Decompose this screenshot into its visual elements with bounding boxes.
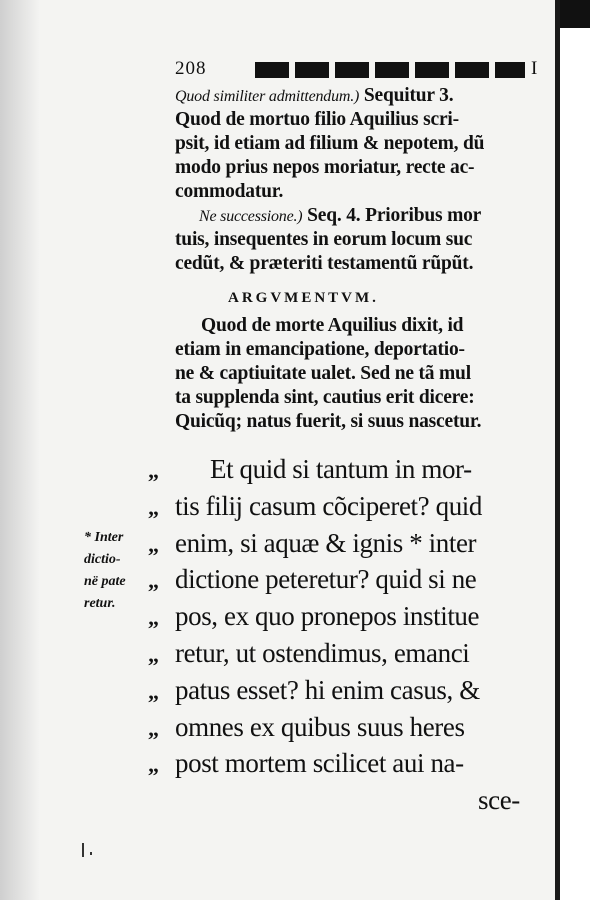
quote-mark: „ [148,531,157,557]
margin-note-line: retur. [84,596,116,611]
catchword: sce- [478,785,520,816]
passage-line: psit, id etiam ad filium & nepotem, dũ [175,133,485,154]
passage-line: modo prius nepos moriatur, recte ac- [175,157,475,178]
quotation-line: tis filij casum cõciperet? quid [175,490,482,521]
quotation-row [148,562,548,599]
next-page-strip [560,0,590,900]
quotation-line: omnes ex quibus suus heres [175,711,465,742]
running-title-tail: I [531,58,539,79]
quotation-row [148,526,548,563]
quote-mark: „ [148,605,157,631]
passage-line: Quod similiter admittendum.) Sequitur 3. [175,85,454,106]
argument-heading: ARGVMENTVM. [228,290,379,306]
margin-note-line: dictio- [84,552,121,567]
ink-speck [82,843,84,857]
passage-line: commodatur. [175,181,284,202]
quotation-line: retur, ut ostendimus, emanci [175,637,470,668]
quotation-row [148,489,548,526]
quotation-line: pos, ex quo pronepos institue [175,601,480,632]
quote-mark: „ [148,678,157,704]
binding-shadow [560,0,590,28]
quote-mark: „ [148,494,157,520]
quote-mark: „ [148,715,157,741]
lemma: Quod similiter admittendum.) [175,88,360,105]
running-title [255,58,525,78]
quotation-row [148,636,548,673]
passage-line: tuis, insequentes in eorum locum suc [175,229,473,250]
quotation-row [148,452,548,489]
quote-mark: „ [148,752,157,778]
passage-line: Ne successione.) Seq. 4. Prioribus mor [175,204,545,228]
gutter-shadow [0,0,40,900]
lemma: Ne successione.) [199,208,303,225]
argument-text [175,314,545,434]
quote-mark: „ [148,458,157,483]
quotation-line: post mortem scilicet aui na- [175,748,464,779]
passage-line: Quod de mortuo filio Aquilius scri- [175,109,459,130]
catchword-row [148,783,548,820]
quotation-row [148,710,548,747]
quotation-row [148,599,548,636]
quote-mark: „ [148,568,157,594]
quotation-block [148,452,548,820]
quotation-line: Et quid si tantum in mor- [210,454,472,484]
commentary-passage [175,84,545,276]
quotation-line: enim, si aquæ & ignis * inter [175,527,477,558]
page-number: 208 [175,58,207,79]
quotation-row [148,746,548,783]
marginal-note [84,527,148,615]
argument-line: ta supplenda sint, cautius erit dicere: [175,387,475,408]
running-header [175,58,540,84]
passage-line: cedũt, & præteriti testamentũ rũpũt. [175,253,474,274]
ink-speck [90,852,92,855]
quotation-row [148,673,548,710]
argument-line: Quod de morte Aquilius dixit, id [201,315,464,336]
argument-line: ne & captiuitate ualet. Sed ne tã mul [175,363,471,384]
margin-note-line: * Inter [84,530,124,545]
margin-note-line: në pate [84,574,126,589]
quote-mark: „ [148,641,157,667]
quotation-line: patus esset? hi enim casus, & [175,674,480,705]
argument-line: etiam in emancipatione, deportatio- [175,339,465,360]
argument-line: Quicũq; natus fuerit, si suus nascetur. [175,411,482,432]
quotation-line: dictione peteretur? quid si ne [175,564,477,595]
